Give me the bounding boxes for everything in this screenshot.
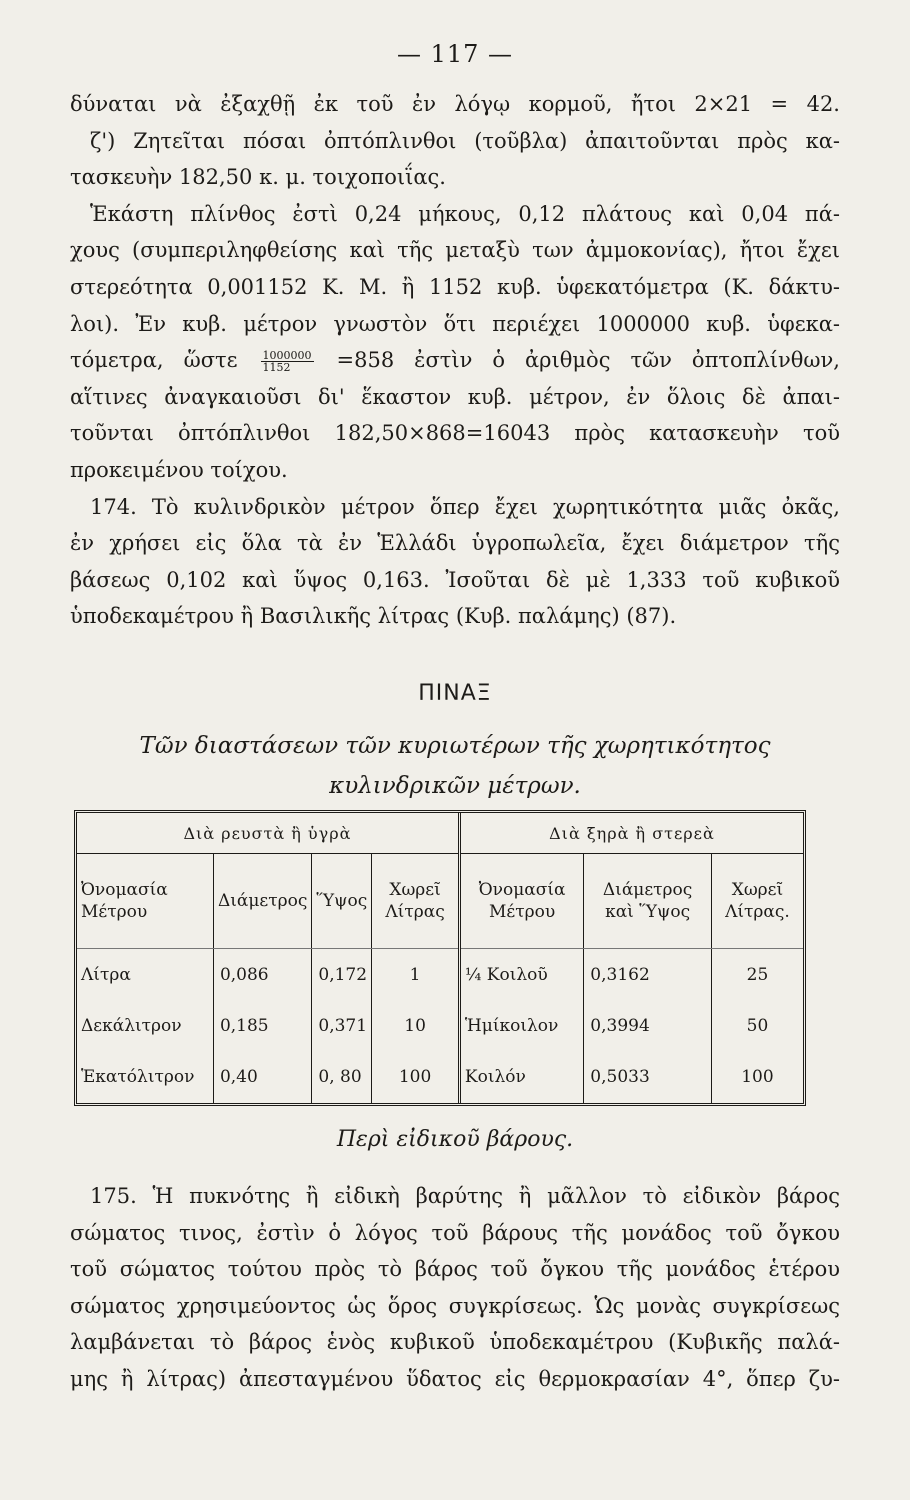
text-block-upper — [70, 86, 840, 635]
text-line: τασκευὴν 182,50 κ. μ. τοιχοποιΐας. — [70, 165, 446, 190]
text-line: τοῦ σώματος τούτου πρὸς τὸ βάρος τοῦ ὄγκου τῆς μονάδος ἑτέρου — [70, 1257, 840, 1282]
table-cell: Ἑκατόλιτρον — [81, 1067, 195, 1088]
table-cell: Δεκάλιτρον — [81, 1016, 182, 1036]
table-cell: 0, 80 — [312, 1052, 372, 1103]
table-cell: Κοιλόν — [459, 1052, 583, 1103]
table-cell: 0,172 — [312, 949, 372, 1001]
text-line: αἵτινες ἀναγκαιοῦσι δι' ἕκαστον κυβ. μέτρον, ἐν ὅλοις δὲ ἀπαι- — [70, 384, 840, 409]
table-cell: 100 — [711, 1052, 803, 1103]
text-line: ἐν χρήσει εἰς ὅλα τὰ ἐν Ἑλλάδι ὑγροπωλεῖα, ἔχει διάμετρον τῆς — [70, 531, 840, 556]
text-block-lower — [70, 1178, 840, 1398]
text-line: ὑποδεκαμέτρου ἢ Βασιλικῆς λίτρας (Κυβ. παλάμης) (87). — [70, 604, 677, 629]
fraction — [261, 350, 314, 373]
measures-table — [74, 810, 806, 1106]
text-line: ζ') Ζητεῖται πόσαι ὀπτόπλινθοι (τοῦβλα) ἀπαιτοῦνται πρὸς κα- — [90, 128, 840, 153]
table-cell: 1 — [372, 949, 460, 1001]
text-line: 174. Τὸ κυλινδρικὸν μέτρον ὅπερ ἔχει χωρητικότητα μιᾶς ὀκᾶς, — [90, 494, 840, 519]
text-line: χους (συμπεριληφθείσης καὶ τῆς μεταξὺ των ἀμμοκονίας), ἤτοι ἔχει — [70, 238, 840, 263]
text-line: σώματος χρησιμεύοντος ὡς ὅρος συγκρίσεως. Ὡς μονὰς συγκρίσεως — [70, 1293, 840, 1318]
table-subtitle — [0, 726, 910, 806]
table-subtitle-line: κυλινδρικῶν μέτρων. — [329, 773, 581, 799]
group-header-liquid: Διὰ ρευστὰ ἢ ὑγρὰ — [77, 813, 459, 854]
table-cell: Λίτρα — [81, 964, 131, 985]
table-heading: ΠΙΝΑΞ — [418, 681, 492, 706]
text-line: προκειμένου τοίχου. — [70, 457, 288, 482]
table-cell: 25 — [711, 949, 803, 1001]
table-cell: 0,3162 — [584, 949, 712, 1001]
text-line: Ἑκάστη πλίνθος ἐστὶ 0,24 μήκους, 0,12 πλάτους καὶ 0,04 πά- — [90, 201, 840, 226]
table-cell: 0,3994 — [584, 1000, 712, 1051]
column-header: Χωρεῖ Λίτρας — [372, 854, 460, 949]
table-row — [77, 1000, 803, 1051]
text-line: λοι). Ἐν κυβ. μέτρον γνωστὸν ὅτι περιέχει 1000000 κυβ. ὑφεκα- — [70, 311, 840, 336]
text-line: σώματος τινος, ἐστὶν ὁ λόγος τοῦ βάρους τῆς μονάδος τοῦ ὄγκου — [70, 1220, 840, 1245]
table-cell: 0,5033 — [584, 1052, 712, 1103]
table-cell: ¼ Κοιλοῦ — [459, 949, 583, 1001]
table-subtitle-line: Τῶν διαστάσεων τῶν κυριωτέρων τῆς χωρητικότητος — [139, 733, 771, 759]
page-number: — 117 — — [396, 40, 514, 68]
text-line: βάσεως 0,102 καὶ ὕψος 0,163. Ἰσοῦται δὲ μὲ 1,333 τοῦ κυβικοῦ — [70, 567, 840, 592]
fraction-line — [70, 342, 840, 379]
section-title: Περὶ εἰδικοῦ βάρους. — [336, 1127, 574, 1152]
column-header: Ὀνομασία Μέτρου — [77, 854, 213, 949]
table-cell: 10 — [372, 1000, 460, 1051]
table-cell: 0,371 — [312, 1000, 372, 1051]
fraction-numerator: 1000000 — [262, 349, 312, 363]
column-header: Διάμετρος καὶ Ὕψος — [584, 854, 712, 949]
text-line: τοῦνται ὀπτόπλινθοι 182,50×868=16043 πρὸς κατασκευὴν τοῦ — [70, 421, 840, 446]
text-line: στερεότητα 0,001152 Κ. Μ. ἢ 1152 κυβ. ὑφεκατόμετρα (Κ. δάκτυ- — [70, 274, 840, 299]
group-header-dry: Διὰ ξηρὰ ἢ στερεὰ — [459, 813, 803, 854]
column-header: Ὕψος — [312, 854, 372, 949]
text-line: λαμβάνεται τὸ βάρος ἑνὸς κυβικοῦ ὑποδεκαμέτρου (Κυβικῆς παλά- — [70, 1330, 840, 1355]
column-header: Χωρεῖ Λίτρας. — [711, 854, 803, 949]
table-cell: 100 — [372, 1052, 460, 1103]
column-header: Διάμετρος — [213, 854, 311, 949]
text-line: 175. Ἡ πυκνότης ἢ εἰδικὴ βαρύτης ἢ μᾶλλον τὸ εἰδικὸν βάρος — [90, 1184, 840, 1208]
column-header: Ὀνομασία Μέτρου — [459, 854, 583, 949]
table-row — [77, 1052, 803, 1103]
table-row — [77, 949, 803, 1001]
table-cell: Ἡμίκοιλον — [459, 1000, 583, 1051]
text-line: δύναται νὰ ἐξαχθῇ ἐκ τοῦ ἐν λόγῳ κορμοῦ, ἤτοι 2×21 = 42. — [70, 92, 840, 116]
fraction-denominator: 1152 — [262, 361, 291, 375]
table-cell: 0,086 — [213, 949, 311, 1001]
table-cell: 0,40 — [213, 1052, 311, 1103]
table-cell: 50 — [711, 1000, 803, 1051]
fraction-suffix: =858 ἐστὶν ὁ ἀριθμὸς τῶν ὀπτοπλίνθων, — [336, 348, 840, 373]
fraction-prefix: τόμετρα, ὥστε — [70, 348, 238, 373]
text-line: μης ἢ λίτρας) ἀπεσταγμένου ὕδατος εἰς θερμοκρασίαν 4°, ὅπερ ζυ- — [70, 1366, 840, 1391]
table-cell: 0,185 — [213, 1000, 311, 1051]
